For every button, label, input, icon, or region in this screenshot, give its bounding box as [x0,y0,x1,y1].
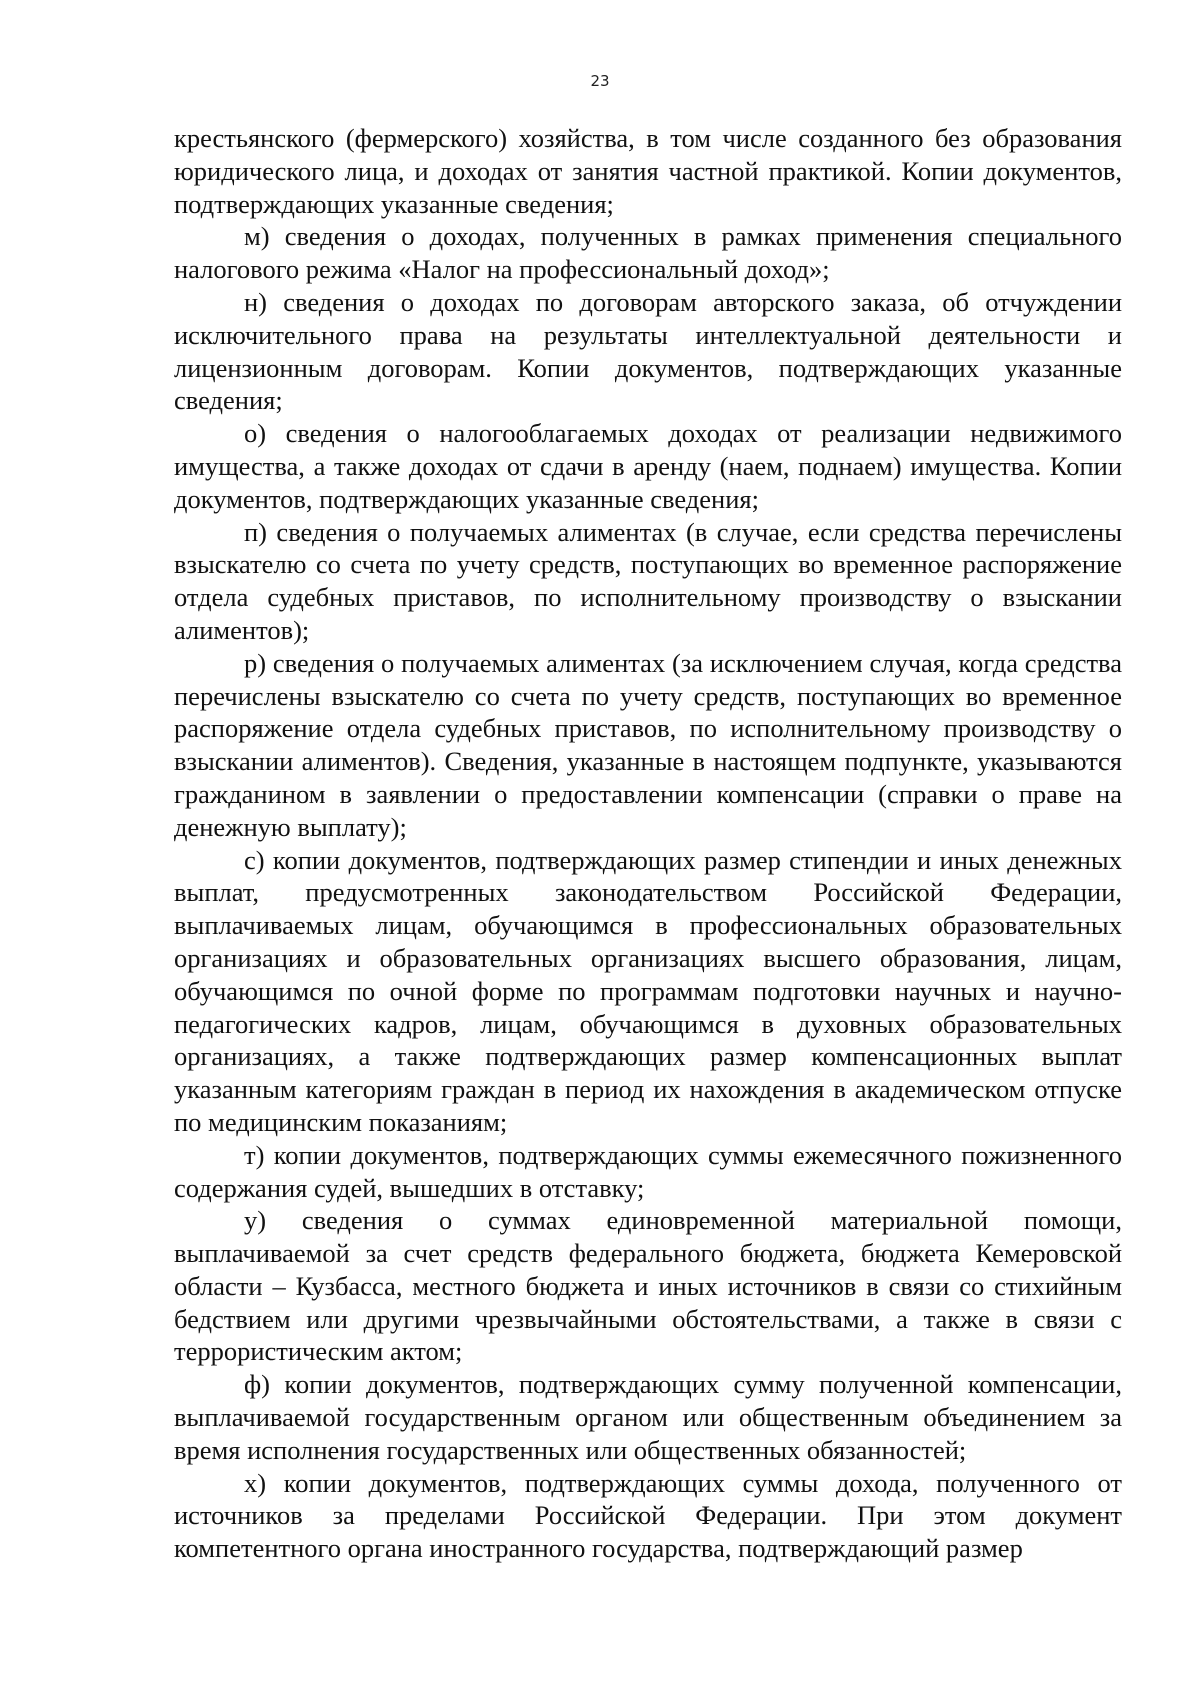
paragraph-item-m: м) сведения о доходах, полученных в рамках применения специального налогового режима «Налог на профессиональный доход»; [174,221,1122,285]
paragraph-item-kh: х) копии документов, подтверждающих суммы дохода, полученного от источников за пределами Российской Федерации. При этом документ компетентного органа иностранного государства, подтверждающий размер [174,1467,1122,1564]
paragraph-item-s: с) копии документов, подтверждающих размер стипендии и иных денежных выплат, предусмотренных законодательством Российской Федерации, выплачиваемых лицам, обучающимся в профессиональных образовательных организациях и образовательных организациях высшего образования, лицам, обучающимся по очной форме по программам подготовки научных и научно-педагогических кадров, лицам, обучающимся в духовных образовательных организациях, а также подтверждающих размер компенсационных выплат указанным категориям граждан в период их нахождения в академическом отпуске по медицинским показаниям; [174,844,1122,1137]
page-number: 23 [590,72,610,90]
paragraph-item-n: н) сведения о доходах по договорам авторского заказа, об отчуждении исключительного права на результаты интеллектуальной деятельности и лицензионным договорам. Копии документов, подтверждающих указанные сведения; [174,286,1122,416]
paragraph-item-t: т) копии документов, подтверждающих суммы ежемесячного пожизненного содержания судей, вышедших в отставку; [174,1139,1122,1203]
paragraph-continuation: крестьянского (фермерского) хозяйства, в том числе созданного без образования юридического лица, и доходах от занятия частной практикой. Копии документов, подтверждающих указанные сведения; [174,123,1122,219]
document-body [174,122,1122,1565]
paragraph-item-o: о) сведения о налогооблагаемых доходах от реализации недвижимого имущества, а также доходах от сдачи в аренду (наем, поднаем) имущества. Копии документов, подтверждающих указанные сведения; [174,418,1122,514]
paragraph-item-r: р) сведения о получаемых алиментах (за исключением случая, когда средства перечислены взыскателю со счета по учету средств, поступающих во временное распоряжение отдела судебных приставов, по исполнительному производству о взыскании алиментов). Сведения, указанные в настоящем подпункте, указываются гражданином в заявлении о предоставлении компенсации (справки о праве на денежную выплату); [174,647,1122,842]
paragraph-item-u: у) сведения о суммах единовременной материальной помощи, выплачиваемой за счет средств федерального бюджета, бюджета Кемеровской области – Кузбасса, местного бюджета и иных источников в связи со стихийным бедствием или другими чрезвычайными обстоятельствами, а также в связи с террористическим актом; [174,1205,1122,1367]
paragraph-item-p: п) сведения о получаемых алиментах (в случае, если средства перечислены взыскателю со счета по учету средств, поступающих во временное распоряжение отдела судебных приставов, по исполнительному производству о взыскании алиментов); [174,516,1122,645]
paragraph-item-f: ф) копии документов, подтверждающих сумму полученной компенсации, выплачиваемой государственным органом или общественным объединением за время исполнения государственных или общественных обязанностей; [174,1369,1122,1465]
